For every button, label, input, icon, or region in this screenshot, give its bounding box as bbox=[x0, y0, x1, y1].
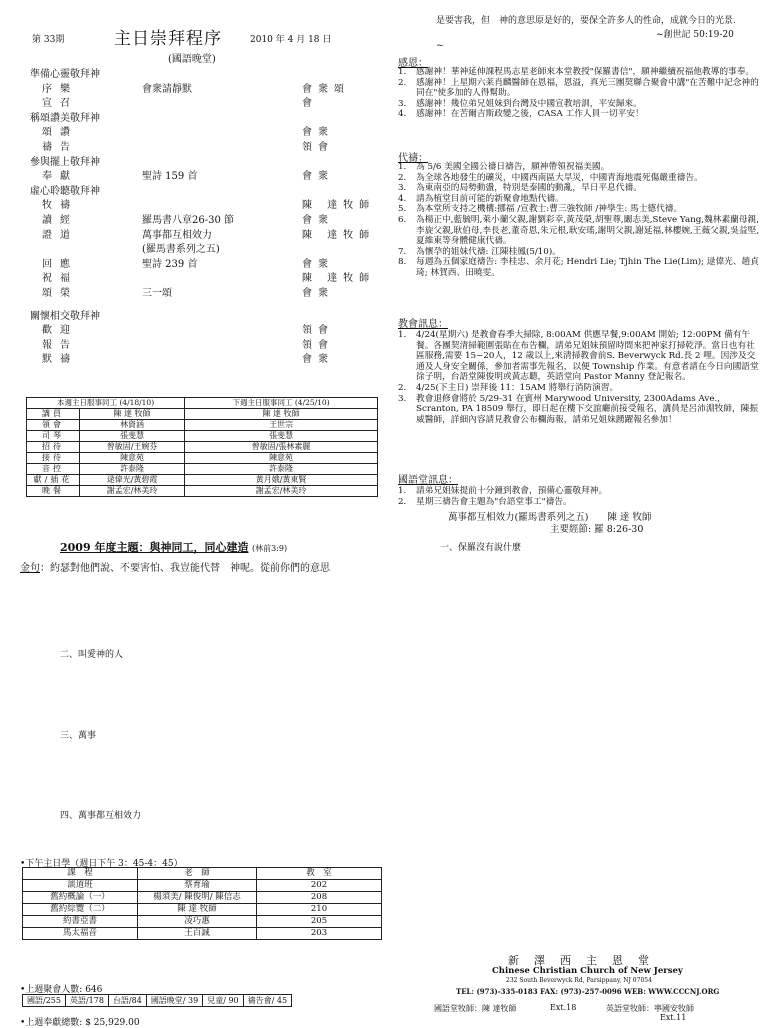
duty-header-this-week: 本週主日服事同工 (4/18/10) bbox=[27, 398, 185, 409]
prayer-item-text: 為東南亞的局勢動盪，特別是泰國的動亂，早日平息代禱。 bbox=[416, 183, 642, 194]
thanks-item-text: 感謝神！上星期六莱肖麟醫師在恩福，恩溢，真光三團契聯合聚會中講"在苦難中記念神的同在"使多加的人得幫助。 bbox=[416, 77, 759, 99]
order-item bbox=[30, 339, 386, 354]
prayer-item-number: 6. bbox=[398, 214, 407, 225]
thanks-item-number: 1. bbox=[398, 67, 407, 77]
order-item-name: 頌讚 bbox=[42, 127, 78, 139]
school-header-teacher: 老 師 bbox=[138, 868, 257, 880]
thanks-list bbox=[398, 67, 760, 120]
thanks-item bbox=[398, 67, 760, 78]
duty-row bbox=[27, 409, 378, 420]
prayer-item bbox=[398, 194, 760, 205]
order-item-name: 牧禱 bbox=[42, 200, 78, 212]
order-item-desc: 聖詩 159 首 bbox=[142, 171, 198, 183]
prayer-item-number: 4. bbox=[398, 193, 407, 204]
church-news-item-number: 2. bbox=[398, 382, 407, 393]
order-item-name: 稱頌讚美敬拜神 bbox=[30, 112, 100, 124]
school-row bbox=[23, 928, 382, 940]
verse-label: 金句 bbox=[20, 563, 40, 574]
duty-this-week: 逯偉光/黃碧霞 bbox=[80, 475, 185, 486]
duty-role: 音控 bbox=[27, 464, 80, 475]
duty-next-week: 許泰隆 bbox=[185, 464, 378, 475]
school-header-course: 課 程 bbox=[23, 868, 138, 880]
order-item-desc: (羅馬書系列之五) bbox=[142, 244, 220, 256]
theme-reference: (林前3:9) bbox=[251, 544, 288, 553]
order-item bbox=[30, 287, 386, 302]
tilde: ~ bbox=[436, 41, 444, 51]
church-news-item-text: 4/25(下主日) 崇拜後 11：15AM 將舉行消防演習。 bbox=[416, 382, 619, 393]
order-item-name: 歡迎 bbox=[42, 325, 78, 337]
bulletin-date: 2010 年 4 月 18 日 bbox=[250, 35, 332, 45]
prayer-item bbox=[398, 204, 760, 215]
order-item bbox=[30, 126, 386, 141]
duty-this-week: 陳意苑 bbox=[80, 453, 185, 464]
duty-next-week: 王世宗 bbox=[185, 420, 378, 431]
church-name-chinese: 新 澤 西 主 恩 堂 bbox=[508, 954, 651, 967]
school-room: 203 bbox=[257, 928, 382, 940]
english-pastor-ext: Ext.11 bbox=[660, 1013, 687, 1022]
prayer-item-number: 3. bbox=[398, 183, 407, 194]
order-section bbox=[30, 112, 386, 127]
top-quote-reference: ~創世記 50:19-20 bbox=[656, 30, 734, 40]
school-teacher: 楊須美/ 陳俊明/ 陳信志 bbox=[138, 892, 257, 904]
order-item-desc: 三一頌 bbox=[142, 287, 172, 299]
thanks-item-text: 感謝神！在苦爾吉斯政變之後，CASA 工作人員一切平安！ bbox=[416, 109, 644, 120]
mandarin-news-item-number: 2. bbox=[398, 496, 407, 507]
prayer-item-text: 每週為五個家庭禱告: 李桂忠、余月花; Hendri Lie; Tjhin The Lie(Lim); 逯偉光、趙貞琦; 林賀西、田曉雯。 bbox=[416, 257, 759, 278]
duty-row bbox=[27, 486, 378, 497]
order-item-name: 報告 bbox=[42, 339, 78, 351]
prayer-item-number: 5. bbox=[398, 204, 407, 215]
order-item-leader: 陳 達牧師 bbox=[302, 200, 376, 212]
prayer-item bbox=[398, 215, 760, 247]
thanks-item-number: 3. bbox=[398, 98, 407, 109]
duty-role: 招待 bbox=[27, 442, 80, 453]
thanks-item-number: 2. bbox=[398, 77, 407, 88]
order-item-leader: 會衆頌 bbox=[302, 83, 350, 95]
order-item-name: 頌榮 bbox=[42, 287, 78, 299]
duty-role: 獻/插花 bbox=[27, 475, 80, 486]
page-title: 主日崇拜程序 bbox=[114, 29, 222, 49]
prayer-item-text: 為楊正中,藍毓明,萊小蘭父親,謝劉彩幸,黃茂榮,胡聖尊,闞志美,Steve Yang,魏林素蘭母親,李旋父親,耿伯母,李長老,董奇恩,朱元根,耿安瑤,謝明父親,謝延福,林櫻婉,王薇父親,吳益堅,夏維東等身體健康代禱。 bbox=[416, 214, 760, 247]
mandarin-news-item-text: 星期三禱告會主題為"台語堂事工"禱告。 bbox=[416, 496, 572, 507]
order-item bbox=[30, 170, 386, 185]
duty-table bbox=[26, 397, 378, 497]
duty-next-week: 謝孟宏/林美玲 bbox=[185, 486, 378, 497]
prayer-item bbox=[398, 162, 760, 173]
order-item-desc: 萬事都互相效力 bbox=[142, 229, 212, 241]
offering-total: •上週奉獻總數: $ 25,929.00 bbox=[20, 1018, 140, 1028]
order-item-leader: 陳 達牧師 bbox=[302, 229, 376, 241]
order-item-desc: 聖詩 239 首 bbox=[142, 258, 198, 270]
duty-next-week: 陳 達 牧師 bbox=[185, 409, 378, 420]
church-news-item bbox=[398, 330, 760, 383]
order-item-leader: 會衆 bbox=[302, 171, 334, 183]
school-room: 210 bbox=[257, 904, 382, 916]
top-quote: 是要害我，但 神的意思原是好的，要保全許多人的性命，成就今日的光景. bbox=[436, 16, 736, 26]
duty-row bbox=[27, 431, 378, 442]
duty-header-next-week: 下週主日服事同工 (4/25/10) bbox=[185, 398, 378, 409]
church-news-item-number: 1. bbox=[398, 330, 407, 340]
attendance-cell: 英語/178 bbox=[65, 995, 108, 1007]
duty-row bbox=[27, 442, 378, 453]
duty-next-week: 黃月娥/黃東賢 bbox=[185, 475, 378, 486]
mandarin-pastor-ext: Ext.18 bbox=[550, 1003, 577, 1012]
issue-number: 第 33期 bbox=[32, 35, 65, 45]
verse-text: ：約瑟對他們說、不要害怕、我豈能代替 神呢。從前你們的意思 bbox=[40, 563, 330, 574]
mandarin-news-item bbox=[398, 486, 760, 497]
prayer-item-text: 為 5/6 美國全國公禱日禱告，願神帶領祝福美國。 bbox=[416, 162, 610, 172]
duty-role: 晚餐 bbox=[27, 486, 80, 497]
thanks-title: 感恩： bbox=[398, 58, 428, 69]
prayer-item-number: 7. bbox=[398, 246, 407, 257]
prayer-item-text: 請為植堂目前可能的新聚會地點代禱。 bbox=[416, 193, 564, 204]
sunday-school-table bbox=[22, 867, 382, 940]
duty-role: 接待 bbox=[27, 453, 80, 464]
mandarin-pastor: 國語堂牧師：陳 達牧師 bbox=[434, 1004, 517, 1013]
school-room: 205 bbox=[257, 916, 382, 928]
sermon-point-1: 一、保羅沒有說什麼 bbox=[440, 543, 522, 553]
order-item-name: 宣召 bbox=[42, 98, 78, 110]
prayer-item-number: 2. bbox=[398, 172, 407, 183]
church-contact: TEL: (973)-335-0183 FAX: (973)-257-0096 WEB: WWW.CCCNJ.ORG bbox=[456, 987, 720, 996]
mandarin-news-list bbox=[398, 486, 760, 507]
prayer-item bbox=[398, 183, 760, 194]
duty-role: 領會 bbox=[27, 420, 80, 431]
order-item-name: 關懷相交敬拜神 bbox=[30, 310, 100, 322]
order-item-name: 奉獻 bbox=[42, 171, 78, 183]
prayer-item-text: 為全球各地發生的礦災，中國西南區大旱災，中國青海地震死傷嚴重禱告。 bbox=[416, 172, 703, 183]
order-item-leader: 會衆 bbox=[302, 354, 334, 366]
order-item-name: 默禱 bbox=[42, 354, 78, 366]
order-item-name: 禱告 bbox=[42, 141, 78, 153]
mandarin-news-item-number: 1. bbox=[398, 486, 407, 496]
attendance-title: •上週聚會人數: 646 bbox=[20, 985, 103, 995]
prayer-item bbox=[398, 173, 760, 184]
attendance-cell: 國語/255 bbox=[23, 995, 66, 1007]
church-news-list bbox=[398, 330, 760, 425]
thanks-item bbox=[398, 109, 760, 120]
church-news-item-text: 4/24(星期六) 是教會春季大掃除, 8:00AM 供應早餐,9:00AM 開始; 12:00PM 備有午餐。各團契清掃範圍張貼在布告欄，請弟兄姐妹預留時間來把神家打掃乾淨。當日也有社區服務,需要 15~20人，12 歲以上,來清掃教會前S. Beverwyck Rd.長 2 哩。因涉及交通及人身安全關係，參加者需事先報名，以便 Township 作業。有意者請在今日向國語堂徐子明，台語堂陳俊明或黃志聽，英語堂向 Pastor Manny 登記報名。 bbox=[416, 330, 759, 383]
sunday-school-title: •下午主日學（週日下午 3：45-4：45） bbox=[20, 859, 183, 869]
order-item bbox=[30, 229, 386, 244]
school-course: 舊約概論（一） bbox=[23, 892, 138, 904]
order-section bbox=[30, 185, 386, 200]
church-news-item-text: 教會退修會將於 5/29-31 在賓州 Marywood University, 2300Adams Ave., Scranton, PA 18509 舉行，即日起在樓下交誼廳前接受報名，講員是呂沛淵牧師，陳振威醫師，詳細內容請見教會公布欄海報，請弟兄姐妹踴躍報名參加！ bbox=[416, 393, 759, 425]
school-teacher: 凌巧惠 bbox=[138, 916, 257, 928]
thanks-item-text: 感謝神！華神延伸課程馬志星老師來本堂教授"保羅書信"，願神繼續祝福他教導的事奉。 bbox=[416, 67, 755, 77]
school-course: 馬太福音 bbox=[23, 928, 138, 940]
yearly-theme bbox=[60, 539, 287, 555]
thanks-item bbox=[398, 78, 760, 99]
order-item bbox=[30, 97, 386, 112]
order-item-leader: 陳 達牧師 bbox=[302, 273, 376, 285]
duty-row bbox=[27, 464, 378, 475]
order-item-leader: 會衆 bbox=[302, 127, 334, 139]
duty-next-week: 陳意苑 bbox=[185, 453, 378, 464]
attendance-cell: 禱告會/ 45 bbox=[243, 995, 291, 1007]
spacer bbox=[30, 302, 386, 310]
order-item bbox=[30, 258, 386, 273]
order-item bbox=[30, 199, 386, 214]
order-item-name: 虛心聆聽敬拜神 bbox=[30, 185, 100, 197]
order-item-leader: 領會 bbox=[302, 339, 334, 351]
school-teacher: 陳 達 牧師 bbox=[138, 904, 257, 916]
order-item bbox=[30, 214, 386, 229]
church-news-item bbox=[398, 394, 760, 426]
order-item-leader: 會衆 bbox=[302, 258, 334, 270]
prayer-title: 代禱： bbox=[398, 153, 428, 164]
school-header-room: 教 室 bbox=[257, 868, 382, 880]
attendance-cell: 台語/84 bbox=[108, 995, 146, 1007]
duty-this-week: 許泰隆 bbox=[80, 464, 185, 475]
attendance-cell: 兒童/ 90 bbox=[203, 995, 243, 1007]
duty-role: 講員 bbox=[27, 409, 80, 420]
order-item-leader: 領會 bbox=[302, 325, 334, 337]
right-column bbox=[398, 0, 760, 1024]
theme-year: 2009 bbox=[60, 541, 91, 554]
order-item-leader: 會 bbox=[302, 98, 318, 110]
duty-row bbox=[27, 475, 378, 486]
prayer-item bbox=[398, 257, 760, 278]
school-row bbox=[23, 880, 382, 892]
duty-this-week: 林資涵 bbox=[80, 420, 185, 431]
school-teacher: 蔡育瑜 bbox=[138, 880, 257, 892]
school-room: 202 bbox=[257, 880, 382, 892]
duty-role: 司琴 bbox=[27, 431, 80, 442]
church-news-item-number: 3. bbox=[398, 393, 407, 404]
order-item-name: 序樂 bbox=[42, 83, 78, 95]
church-news-item bbox=[398, 383, 760, 394]
school-course: 談道班 bbox=[23, 880, 138, 892]
order-item bbox=[30, 324, 386, 339]
church-address: 232 South Beverwyck Rd, Parsippany, NJ 07054 bbox=[506, 977, 652, 984]
thanks-item bbox=[398, 99, 760, 110]
order-item-name: 回應 bbox=[42, 258, 78, 270]
order-item-desc: 會衆請靜默 bbox=[142, 83, 192, 95]
order-item-name: 祝福 bbox=[42, 273, 78, 285]
duty-next-week: 張斐慧 bbox=[185, 431, 378, 442]
left-column bbox=[20, 0, 394, 1028]
order-section bbox=[30, 68, 386, 83]
service-subtitle: (國語晚堂) bbox=[168, 54, 216, 65]
thanks-item-text: 感謝神！幾位弟兄姐妹到台灣及中國宣教培訓，平安歸來。 bbox=[416, 98, 642, 109]
order-item bbox=[30, 243, 386, 258]
order-item-name: 讀經 bbox=[42, 214, 78, 226]
order-item-name: 準備心靈敬拜神 bbox=[30, 69, 100, 80]
school-teacher: 王百誠 bbox=[138, 928, 257, 940]
order-item-leader: 會衆 bbox=[302, 287, 334, 299]
english-pastor: 英語堂牧師：寧國安牧師 bbox=[606, 1004, 694, 1013]
order-item-leader: 會衆 bbox=[302, 214, 334, 226]
school-course: 舊約綜覽（二） bbox=[23, 904, 138, 916]
order-item-name: 參與擺上敬拜神 bbox=[30, 156, 100, 168]
duty-this-week: 謝孟宏/林美玲 bbox=[80, 486, 185, 497]
prayer-list bbox=[398, 162, 760, 279]
school-row bbox=[23, 904, 382, 916]
duty-row bbox=[27, 420, 378, 431]
memory-verse bbox=[20, 559, 330, 574]
church-name-english: Chinese Christian Church of New Jersey bbox=[492, 966, 683, 976]
order-item bbox=[30, 141, 386, 156]
sermon-point-4: 四、萬事都互相效力 bbox=[60, 811, 142, 821]
thanks-item-number: 4. bbox=[398, 109, 407, 120]
attendance-cell: 國語晚堂/ 39 bbox=[146, 995, 202, 1007]
prayer-item bbox=[398, 247, 760, 258]
school-row bbox=[23, 916, 382, 928]
mandarin-news-item-text: 請弟兄姐妹提前十分鐘到教會，預備心靈敬拜神。 bbox=[416, 486, 608, 496]
school-room: 208 bbox=[257, 892, 382, 904]
sermon-point-2: 二、叫愛神的人 bbox=[60, 650, 124, 660]
order-item-leader: 領會 bbox=[302, 141, 334, 153]
theme-text: 年度主題：與神同工，同心建造 bbox=[90, 541, 249, 554]
duty-row bbox=[27, 453, 378, 464]
order-item-name: 證道 bbox=[42, 229, 78, 241]
attendance-table bbox=[22, 994, 292, 1007]
order-item bbox=[30, 83, 386, 98]
sermon-title-line: 萬事都互相效力(羅馬書系列之五) 陳 達 牧師 bbox=[448, 512, 652, 523]
order-item bbox=[30, 353, 386, 368]
order-of-service bbox=[30, 68, 386, 368]
prayer-item-number: 1. bbox=[398, 162, 407, 172]
prayer-item-text: 為懷孕的姐妹代禱: 江陳桂鳳(5/10)。 bbox=[416, 246, 561, 257]
order-item bbox=[30, 272, 386, 287]
prayer-item-number: 8. bbox=[398, 257, 407, 268]
duty-this-week: 曾敏固/王婉芬 bbox=[80, 442, 185, 453]
school-row bbox=[23, 892, 382, 904]
sermon-scripture: 主要經節: 羅 8:26-30 bbox=[550, 524, 644, 535]
prayer-item-text: 為本堂所支持之機構:挪福 /宣教士:曹三強牧師 /神學生: 馬士德代禱。 bbox=[416, 204, 683, 215]
order-section bbox=[30, 156, 386, 171]
sermon-point-3: 三、萬事 bbox=[60, 731, 97, 741]
order-section bbox=[30, 310, 386, 325]
mandarin-news-item bbox=[398, 497, 760, 508]
duty-this-week: 陳 達 牧師 bbox=[80, 409, 185, 420]
order-item-desc: 羅馬書八章26-30 節 bbox=[142, 214, 235, 226]
duty-next-week: 曾敏固/張林素麗 bbox=[185, 442, 378, 453]
mandarin-news-title: 國語堂訊息： bbox=[398, 475, 458, 486]
duty-this-week: 張斐慧 bbox=[80, 431, 185, 442]
church-news-title: 教會訊息： bbox=[398, 319, 448, 330]
school-course: 約書亞書 bbox=[23, 916, 138, 928]
